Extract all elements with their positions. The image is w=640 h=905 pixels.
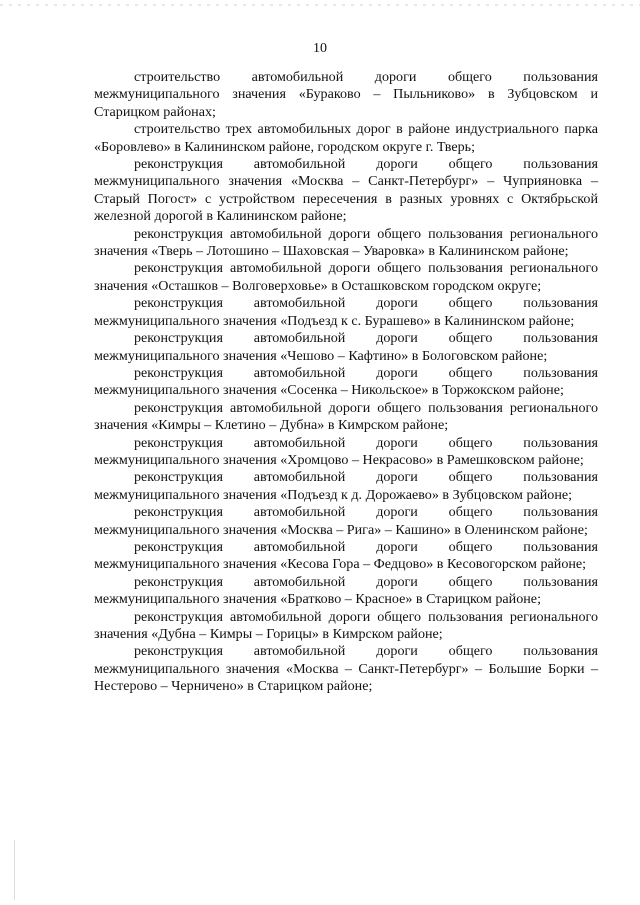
list-item: реконструкция автомобильной дороги общего пользования межмуниципального значения «Подъезд к д. Дорожаево» в Зубцовском районе;	[94, 469, 598, 503]
list-item: реконструкция автомобильной дороги общего пользования межмуниципального значения «Братково – Красное» в Старицком районе;	[94, 573, 598, 608]
list-item: реконструкция автомобильной дороги общего пользования межмуниципального значения «Хромцово – Некрасово» в Рамешковском районе;	[94, 434, 598, 468]
list-item: реконструкция автомобильной дороги общего пользования межмуниципального значения «Чешово – Кафтино» в Бологовском районе;	[94, 330, 598, 364]
scan-margin-artifact	[14, 840, 15, 900]
page-number: 10	[313, 41, 327, 56]
list-item: реконструкция автомобильной дороги общего пользования межмуниципального значения «Москва – Санкт-Петербург» – Чуприяновка – Старый Погост» с устройством пересечения в разных уровнях с Октябрьской железной дорогой в Калининском районе;	[94, 156, 598, 225]
scan-edge-artifact	[0, 4, 640, 6]
list-item: реконструкция автомобильной дороги общего пользования регионального значения «Кимры – Клетино – Дубна» в Кимрском районе;	[94, 399, 598, 434]
list-item: реконструкция автомобильной дороги общего пользования межмуниципального значения «Подъезд к с. Бурашево» в Калининском районе;	[94, 295, 598, 329]
list-item: реконструкция автомобильной дороги общего пользования межмуниципального значения «Кесова Гора – Федцово» в Кесовогорском районе;	[94, 538, 598, 573]
list-item: строительство трех автомобильных дорог в районе индустриального парка «Боровлево» в Калининском районе, городском округе г. Тверь;	[94, 121, 598, 155]
list-item: реконструкция автомобильной дороги общего пользования регионального значения «Осташков – Волговерховье» в Осташковском городском округе;	[94, 260, 598, 294]
list-item: реконструкция автомобильной дороги общего пользования регионального значения «Тверь – Лотошино – Шаховская – Уваровка» в Калининском районе;	[94, 225, 598, 260]
list-item: реконструкция автомобильной дороги общего пользования межмуниципального значения «Сосенка – Никольское» в Торжокском районе;	[94, 364, 598, 399]
list-item: строительство автомобильной дороги общего пользования межмуниципального значения «Бураково – Пыльниково» в Зубцовском и Старицком районах;	[94, 69, 598, 120]
list-item: реконструкция автомобильной дороги общего пользования межмуниципального значения «Москва – Рига» – Кашино» в Оленинском районе;	[94, 504, 598, 538]
list-item: реконструкция автомобильной дороги общего пользования регионального значения «Дубна – Кимры – Горицы» в Кимрском районе;	[94, 608, 598, 642]
document-body	[94, 69, 598, 696]
list-item: реконструкция автомобильной дороги общего пользования межмуниципального значения «Москва – Санкт-Петербург» – Большие Борки – Нестерово – Черничено» в Старицком районе;	[94, 643, 598, 695]
